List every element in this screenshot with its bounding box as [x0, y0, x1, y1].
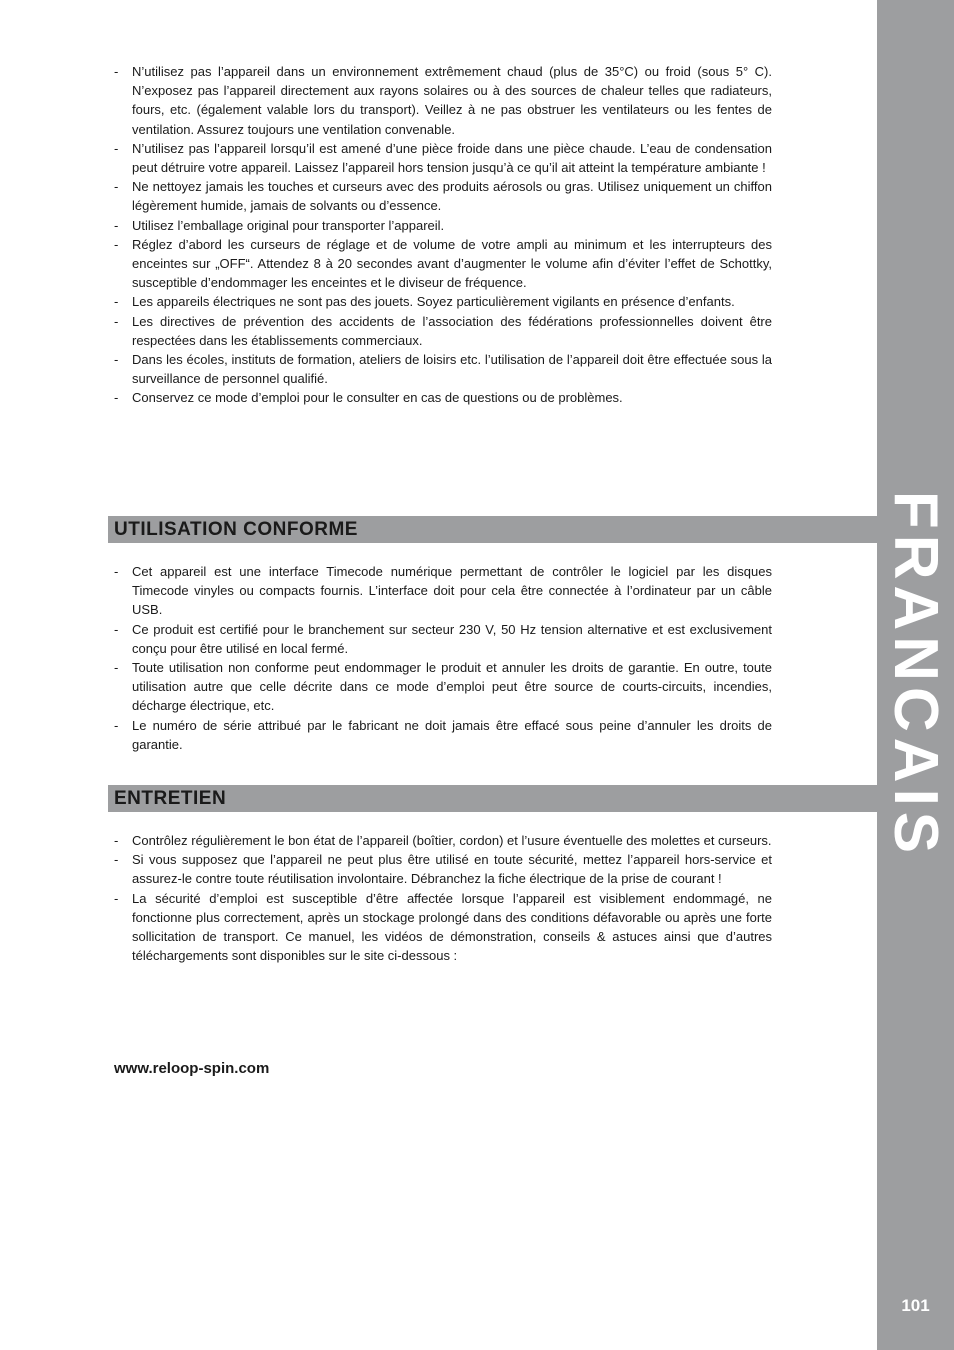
section-entretien-header: [108, 785, 877, 812]
list-item: - La sécurité d’emploi est susceptible d’être affectée lorsque l’appareil est visiblement endommagé, ne fonctionne plus correctement, après un stockage prolongé dans des conditions défavorable ou après une forte sollicitation de transport. Ce manuel, les vidéos de démonstration, conseils & astuces ainsi que d’autres téléchargements sont disponibles sur le site ci-dessous :: [114, 890, 772, 964]
list-item: - Utilisez l’emballage original pour transporter l’appareil.: [114, 217, 445, 233]
list-item: - Réglez d’abord les curseurs de réglage et de volume de votre ampli au minimum et les interrupteurs des enceintes sur „OFF“. Attendez 8 à 20 secondes avant d’augmenter le volume afin d’éviter l’effet de Schottky, susceptible d’endommager les enceintes et le diviseur de fréquence.: [114, 236, 772, 291]
list-item: - Si vous supposez que l’appareil ne peut plus être utilisé en toute sécurité, mettez l’appareil hors-service et assurez-le contre toute réutilisation involontaire. Débranchez la fiche électrique de la prise de courant !: [114, 852, 772, 887]
language-title: FRANCAIS: [881, 490, 950, 860]
entretien-list: [112, 831, 772, 965]
list-item: - N’utilisez pas l’appareil lorsqu’il est amené d’une pièce froide dans une pièce chaude. L’eau de condensation peut détruire votre appareil. Laissez l’appareil hors tension jusqu’à ce qu’il ait atteint la température ambiante !: [114, 140, 772, 176]
page-number: 101: [901, 1296, 930, 1315]
list-item: - Ce produit est certifié pour le branchement sur secteur 230 V, 50 Hz tension alternative et est exclusivement conçu pour être utilisé en local fermé.: [114, 621, 772, 656]
list-item: - Cet appareil est une interface Timecode numérique permettant de contrôler le logiciel par les disques Timecode vinyles ou compacts fournis. L’interface doit pour cela être connectée à l’ordinateur par un câble USB.: [114, 564, 772, 618]
safety-list: [112, 62, 772, 408]
list-item: - Les appareils électriques ne sont pas des jouets. Soyez particulièrement vigilants en présence d’enfants.: [114, 294, 735, 310]
list-item: - N’utilisez pas l’appareil dans un environnement extrêmement chaud (plus de 35°C) ou froid (sous 5° C). N’exposez pas l’appareil directement aux rayons solaires ou à des sources de chaleur telles que radiateurs, fours, etc. (également valable lors du transport). Veillez à ne pas obstruer les ventilateurs ou les fentes de ventilation. Assurez toujours une ventilation convenable.: [114, 64, 772, 137]
list-item: - Le numéro de série attribué par le fabricant ne doit jamais être effacé sous peine d’annuler les droits de garantie.: [114, 717, 772, 752]
list-item: - Toute utilisation non conforme peut endommager le produit et annuler les droits de garantie. En outre, toute utilisation autre que celle décrite dans ce mode d’emploi peut être source de courts-circuits, incendies, décharge électrique, etc.: [114, 660, 772, 714]
utilisation-list: [112, 562, 772, 754]
list-item: - Les directives de prévention des accidents de l’association des fédérations professionnelles doivent être respectées dans les établissements commerciaux.: [114, 313, 772, 348]
section-title: ENTRETIEN: [114, 788, 227, 809]
list-item: - Ne nettoyez jamais les touches et curseurs avec des produits aérosols ou gras. Utilisez uniquement un chiffon légèrement humide, jamais de solvants ou d’essence.: [114, 179, 772, 214]
list-item: - Conservez ce mode d’emploi pour le consulter en cas de questions ou de problèmes.: [114, 390, 623, 406]
list-item: - Dans les écoles, instituts de formation, ateliers de loisirs etc. l’utilisation de l’appareil doit être effectuée sous la surveillance de personnel qualifié.: [114, 352, 772, 387]
list-item: - Contrôlez régulièrement le bon état de l’appareil (boîtier, cordon) et l’usure éventuelle des molettes et curseurs.: [114, 833, 772, 848]
website-link[interactable]: www.reloop-spin.com: [114, 1060, 270, 1077]
section-title: UTILISATION CONFORME: [114, 519, 358, 540]
section-utilisation-header: [108, 516, 877, 543]
